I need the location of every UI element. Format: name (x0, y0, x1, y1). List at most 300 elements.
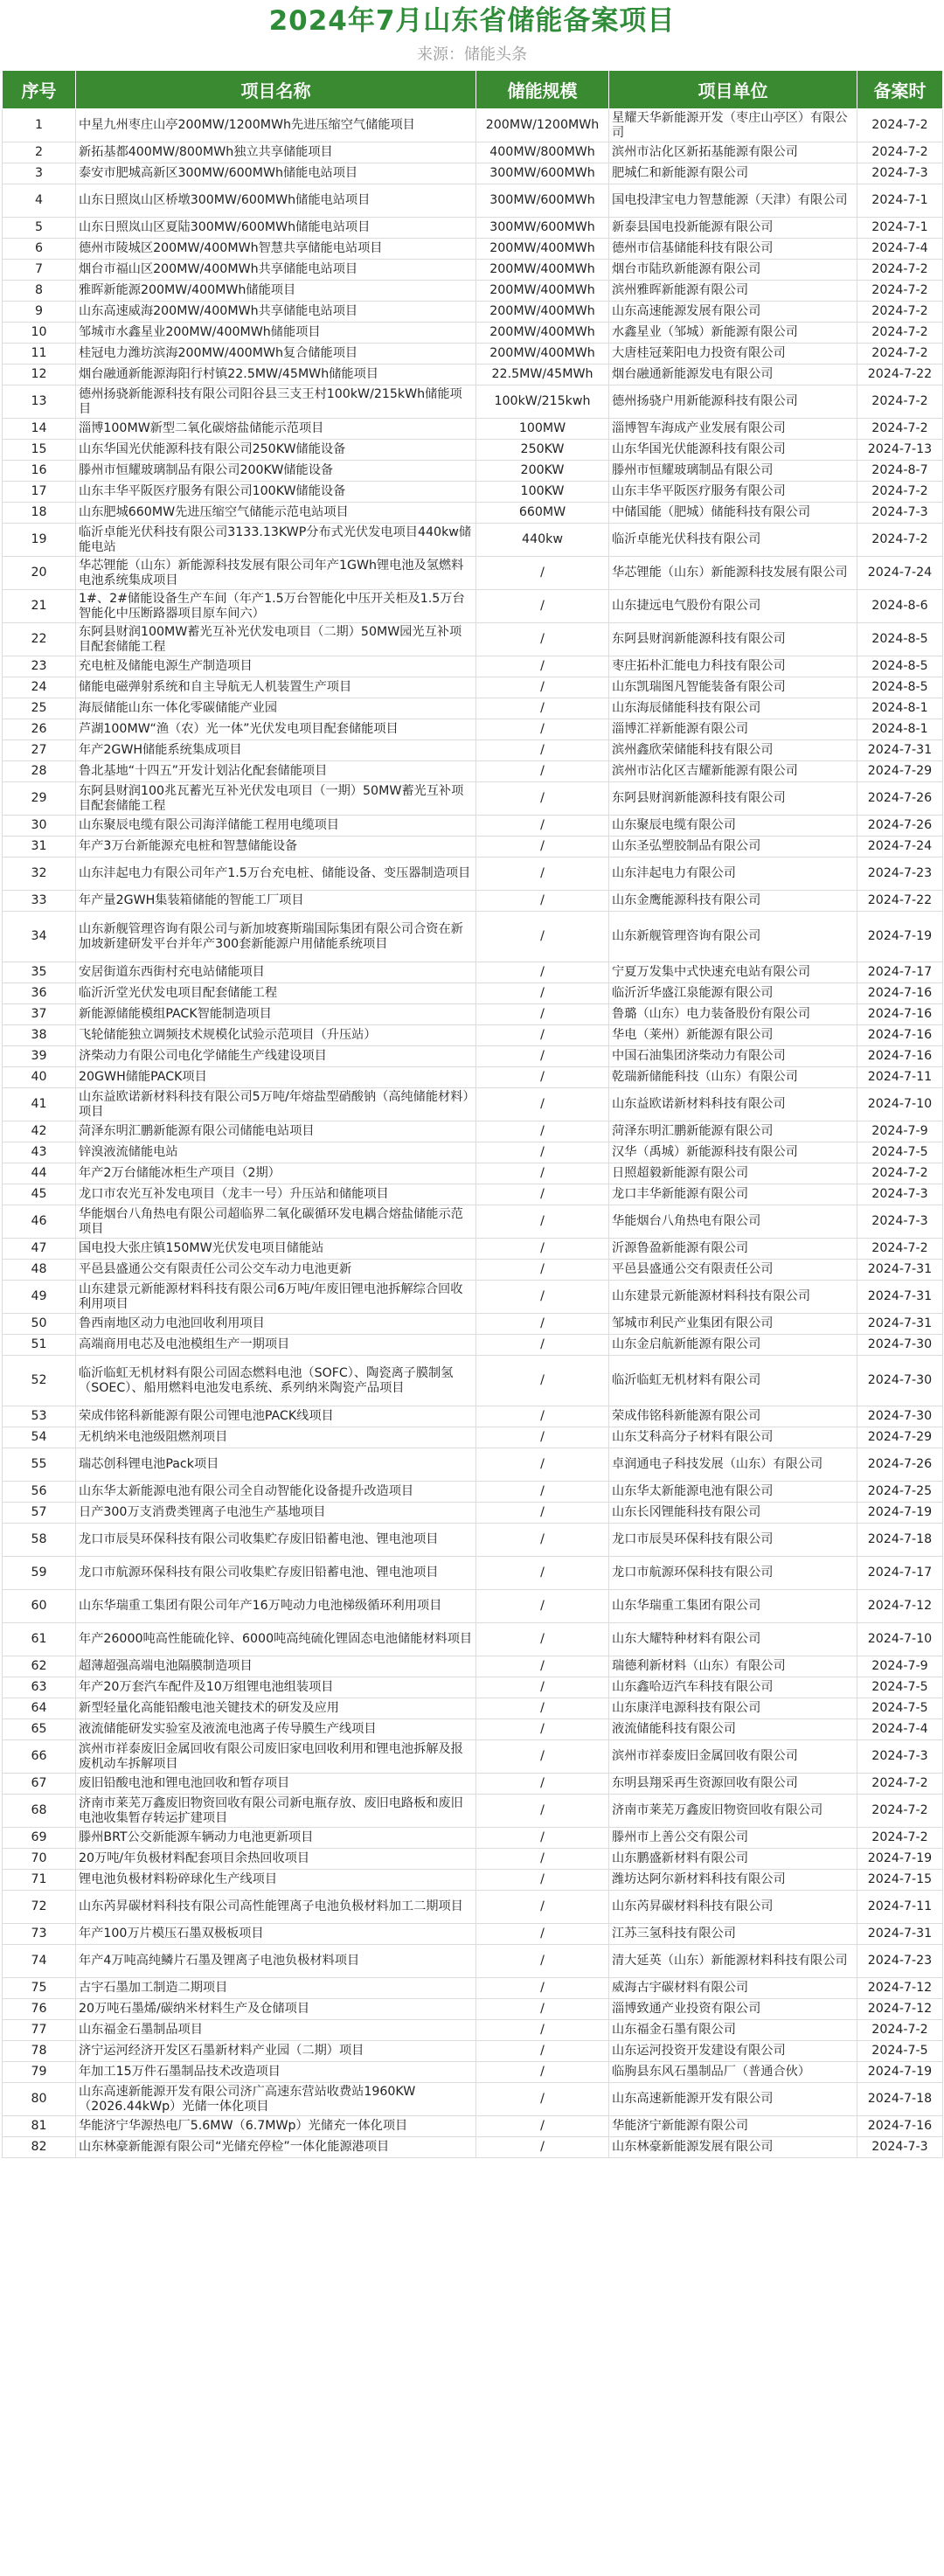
table-body (3, 109, 943, 2158)
table-row (3, 557, 943, 590)
header-name: 项目名称 (76, 71, 476, 109)
project-unit: 山东丰华平阪医疗服务有限公司 (609, 482, 857, 503)
project-name: 海辰储能山东一体化零碳储能产业园 (76, 698, 476, 719)
project-name: 山东华国光伏能源科技有限公司250KW储能设备 (76, 440, 476, 461)
project-name: 安居街道东西街村充电站储能项目 (76, 962, 476, 983)
project-name: 20GWH储能PACK项目 (76, 1067, 476, 1088)
project-unit: 山东华太新能源电池有限公司 (609, 1482, 857, 1503)
storage-scale: / (476, 557, 609, 590)
storage-scale: / (476, 2116, 609, 2137)
storage-scale: 200MW/400MWh (476, 344, 609, 365)
project-name: 年产20万套汽车配件及10万组锂电池组装项目 (76, 1677, 476, 1698)
row-number: 6 (3, 239, 76, 260)
filing-date: 2024-7-30 (857, 1356, 943, 1406)
table-row (3, 891, 943, 912)
storage-scale: 200MW/400MWh (476, 260, 609, 281)
project-unit: 山东益欧诺新材料科技有限公司 (609, 1088, 857, 1121)
project-unit: 山东大耀特种材料有限公司 (609, 1623, 857, 1656)
project-unit: 液流储能科技有限公司 (609, 1719, 857, 1740)
table-row (3, 1314, 943, 1335)
project-unit: 淄博智车海成产业发展有限公司 (609, 419, 857, 440)
project-name: 山东建景元新能源材料科技有限公司6万吨/年废旧锂电池拆解综合回收利用项目 (76, 1281, 476, 1314)
filing-date: 2024-7-2 (857, 419, 943, 440)
filing-date: 2024-7-3 (857, 163, 943, 184)
project-name: 新拓基都400MW/800MWh独立共享储能项目 (76, 142, 476, 163)
filing-date: 2024-7-13 (857, 440, 943, 461)
storage-scale: / (476, 1025, 609, 1046)
row-number: 61 (3, 1623, 76, 1656)
row-number: 68 (3, 1795, 76, 1828)
project-unit: 滕州市恒耀玻璃制品有限公司 (609, 461, 857, 482)
row-number: 71 (3, 1870, 76, 1891)
storage-scale: / (476, 1335, 609, 1356)
filing-date: 2024-7-19 (857, 1503, 943, 1524)
project-name: 充电桩及储能电源生产制造项目 (76, 656, 476, 677)
filing-date: 2024-7-25 (857, 1482, 943, 1503)
row-number: 78 (3, 2041, 76, 2062)
storage-scale: / (476, 1088, 609, 1121)
project-unit: 沂源鲁盈新能源有限公司 (609, 1239, 857, 1260)
table-row (3, 440, 943, 461)
filing-date: 2024-7-17 (857, 1557, 943, 1590)
project-name: 新能源储能模组PACK智能制造项目 (76, 1004, 476, 1025)
project-name: 山东肥城660MW先进压缩空气储能示范电站项目 (76, 503, 476, 524)
row-number: 60 (3, 1590, 76, 1623)
project-unit: 山东鑫哈迈汽车科技有限公司 (609, 1677, 857, 1698)
storage-scale: / (476, 1590, 609, 1623)
row-number: 40 (3, 1067, 76, 1088)
storage-scale: 200MW/400MWh (476, 323, 609, 344)
filing-date: 2024-7-18 (857, 2083, 943, 2116)
storage-scale: / (476, 1849, 609, 1870)
filing-date: 2024-7-16 (857, 2116, 943, 2137)
table-row (3, 1677, 943, 1698)
project-unit: 山东聚辰电缆有限公司 (609, 816, 857, 837)
project-name: 飞轮储能独立调频技术规模化试验示范项目（升压站） (76, 1025, 476, 1046)
project-name: 烟台融通新能源海阳行村镇22.5MW/45MWh储能项目 (76, 365, 476, 385)
project-name: 山东日照岚山区夏陆300MW/600MWh储能电站项目 (76, 218, 476, 239)
project-unit: 山东康洋电源科技有限公司 (609, 1698, 857, 1719)
filing-date: 2024-7-5 (857, 2041, 943, 2062)
project-table (2, 70, 943, 2158)
project-unit: 山东华瑞重工集团有限公司 (609, 1590, 857, 1623)
row-number: 58 (3, 1524, 76, 1557)
project-name: 山东高速新能源开发有限公司济广高速东营站收费站1960KW（2026.44kWp）光储一体化项目 (76, 2083, 476, 2116)
project-name: 年产4万吨高纯鳞片石墨及锂离子电池负极材料项目 (76, 1945, 476, 1978)
filing-date: 2024-7-26 (857, 816, 943, 837)
table-row (3, 260, 943, 281)
project-unit: 山东高速能源发展有限公司 (609, 302, 857, 323)
project-name: 菏泽东明汇鹏新能源有限公司储能电站项目 (76, 1121, 476, 1142)
project-name: 日产300万支消费类锂离子电池生产基地项目 (76, 1503, 476, 1524)
row-number: 24 (3, 677, 76, 698)
project-name: 年产量2GWH集装箱储能的智能工厂项目 (76, 891, 476, 912)
filing-date: 2024-7-31 (857, 1260, 943, 1281)
project-unit: 新泰县国电投新能源有限公司 (609, 218, 857, 239)
project-name: 华芯锂能（山东）新能源科技发展有限公司年产1GWh锂电池及氢燃料电池系统集成项目 (76, 557, 476, 590)
table-row (3, 2116, 943, 2137)
filing-date: 2024-7-2 (857, 142, 943, 163)
filing-date: 2024-7-2 (857, 1163, 943, 1184)
project-name: 东阿县财润100兆瓦蓄光互补光伏发电项目（一期）50MW蓄光互补项目配套储能工程 (76, 782, 476, 816)
filing-date: 2024-7-19 (857, 1849, 943, 1870)
filing-date: 2024-7-19 (857, 912, 943, 962)
filing-date: 2024-7-24 (857, 557, 943, 590)
project-unit: 山东艾科高分子材料有限公司 (609, 1427, 857, 1448)
storage-scale: / (476, 1677, 609, 1698)
table-row (3, 1978, 943, 1999)
storage-scale: / (476, 782, 609, 816)
project-unit: 淄博致通产业投资有限公司 (609, 1999, 857, 2020)
row-number: 17 (3, 482, 76, 503)
project-name: 瑞芯创科锂电池Pack项目 (76, 1448, 476, 1482)
filing-date: 2024-7-18 (857, 1524, 943, 1557)
row-number: 51 (3, 1335, 76, 1356)
project-unit: 临沂卓能光伏科技有限公司 (609, 524, 857, 557)
row-number: 53 (3, 1406, 76, 1427)
row-number: 18 (3, 503, 76, 524)
project-name: 山东华瑞重工集团有限公司年产16万吨动力电池梯级循环利用项目 (76, 1590, 476, 1623)
row-number: 19 (3, 524, 76, 557)
project-name: 山东林豪新能源有限公司“光储充停检”一体化能源港项目 (76, 2137, 476, 2158)
row-number: 8 (3, 281, 76, 302)
table-row (3, 698, 943, 719)
project-name: 东阿县财润100MW蓄光互补光伏发电项目（二期）50MW园光互补项目配套储能工程 (76, 623, 476, 656)
table-row (3, 623, 943, 656)
project-unit: 山东沣起电力有限公司 (609, 858, 857, 891)
filing-date: 2024-7-30 (857, 1406, 943, 1427)
project-name: 山东沣起电力有限公司年产1.5万台充电桩、储能设备、变压器制造项目 (76, 858, 476, 891)
project-unit: 德州市信基储能科技有限公司 (609, 239, 857, 260)
table-row (3, 1121, 943, 1142)
filing-date: 2024-7-12 (857, 1978, 943, 1999)
project-unit: 乾瑞新储能科技（山东）有限公司 (609, 1067, 857, 1088)
table-row (3, 1004, 943, 1025)
row-number: 54 (3, 1427, 76, 1448)
project-unit: 龙口市辰昊环保科技有限公司 (609, 1524, 857, 1557)
project-name: 鲁北基地“十四五”开发计划沾化配套储能项目 (76, 761, 476, 782)
project-name: 烟台市福山区200MW/400MWh共享储能电站项目 (76, 260, 476, 281)
project-unit: 烟台市陆玖新能源有限公司 (609, 260, 857, 281)
table-row (3, 1184, 943, 1205)
table-row (3, 590, 943, 623)
filing-date: 2024-7-2 (857, 1828, 943, 1849)
filing-date: 2024-7-3 (857, 2137, 943, 2158)
storage-scale: / (476, 1623, 609, 1656)
project-unit: 山东凯瑞图凡智能装备有限公司 (609, 677, 857, 698)
storage-scale: 300MW/600MWh (476, 184, 609, 218)
storage-scale: 400MW/800MWh (476, 142, 609, 163)
table-row (3, 1356, 943, 1406)
table-row (3, 1795, 943, 1828)
storage-scale: / (476, 1356, 609, 1406)
storage-scale: 250KW (476, 440, 609, 461)
row-number: 82 (3, 2137, 76, 2158)
storage-scale: / (476, 1891, 609, 1924)
header-unit: 项目单位 (609, 71, 857, 109)
project-name: 邹城市水鑫星业200MW/400MWh储能项目 (76, 323, 476, 344)
table-row (3, 740, 943, 761)
storage-scale: 200MW/400MWh (476, 302, 609, 323)
row-number: 41 (3, 1088, 76, 1121)
table-row (3, 1205, 943, 1239)
project-name: 超薄超强高端电池隔膜制造项目 (76, 1656, 476, 1677)
storage-scale: 100MW (476, 419, 609, 440)
project-name: 滨州市祥泰废旧金属回收有限公司废旧家电回收利用和锂电池拆解及报废机动车拆解项目 (76, 1740, 476, 1774)
filing-date: 2024-7-9 (857, 1656, 943, 1677)
project-unit: 临沂沂华盛江泉能源有限公司 (609, 983, 857, 1004)
filing-date: 2024-7-19 (857, 2062, 943, 2083)
row-number: 3 (3, 163, 76, 184)
header-no: 序号 (3, 71, 76, 109)
project-unit: 山东海辰储能科技有限公司 (609, 698, 857, 719)
row-number: 31 (3, 837, 76, 858)
table-row (3, 816, 943, 837)
project-unit: 汉华（禹城）新能源科技有限公司 (609, 1142, 857, 1163)
project-name: 年产2万台储能冰柜生产项目（2期） (76, 1163, 476, 1184)
filing-date: 2024-7-22 (857, 891, 943, 912)
project-unit: 山东鹏盛新材料有限公司 (609, 1849, 857, 1870)
project-name: 鲁西南地区动力电池回收利用项目 (76, 1314, 476, 1335)
storage-scale: / (476, 1281, 609, 1314)
row-number: 36 (3, 983, 76, 1004)
filing-date: 2024-7-5 (857, 1142, 943, 1163)
project-unit: 山东林豪新能源发展有限公司 (609, 2137, 857, 2158)
row-number: 79 (3, 2062, 76, 2083)
storage-scale: / (476, 1004, 609, 1025)
project-unit: 山东捷远电气股份有限公司 (609, 590, 857, 623)
storage-scale: / (476, 1740, 609, 1774)
project-unit: 卓润通电子科技发展（山东）有限公司 (609, 1448, 857, 1482)
filing-date: 2024-7-4 (857, 239, 943, 260)
table-row (3, 837, 943, 858)
filing-date: 2024-7-31 (857, 1281, 943, 1314)
project-unit: 龙口丰华新能源有限公司 (609, 1184, 857, 1205)
project-name: 1#、2#储能设备生产车间（年产1.5万台智能化中压开关柜及1.5万台智能化中压断路器项目原车间六） (76, 590, 476, 623)
storage-scale: / (476, 816, 609, 837)
storage-scale: / (476, 740, 609, 761)
row-number: 20 (3, 557, 76, 590)
storage-scale: / (476, 2137, 609, 2158)
filing-date: 2024-7-2 (857, 344, 943, 365)
project-unit: 山东福金石墨有限公司 (609, 2020, 857, 2041)
project-name: 锂电池负极材料粉碎球化生产线项目 (76, 1870, 476, 1891)
filing-date: 2024-7-3 (857, 1184, 943, 1205)
filing-date: 2024-7-24 (857, 837, 943, 858)
storage-scale: / (476, 1314, 609, 1335)
table-row (3, 1623, 943, 1656)
row-number: 75 (3, 1978, 76, 1999)
storage-scale: / (476, 1406, 609, 1427)
project-name: 山东丰华平阪医疗服务有限公司100KW储能设备 (76, 482, 476, 503)
storage-scale: / (476, 590, 609, 623)
row-number: 27 (3, 740, 76, 761)
row-number: 2 (3, 142, 76, 163)
filing-date: 2024-7-16 (857, 983, 943, 1004)
project-name: 山东日照岚山区桥墩300MW/600MWh储能电站项目 (76, 184, 476, 218)
project-name: 20万吨/年负极材料配套项目余热回收项目 (76, 1849, 476, 1870)
project-name: 中星九州枣庄山亭200MW/1200MWh先进压缩空气储能项目 (76, 109, 476, 142)
project-unit: 山东芮昇碳材料科技有限公司 (609, 1891, 857, 1924)
storage-scale: / (476, 1698, 609, 1719)
filing-date: 2024-8-1 (857, 719, 943, 740)
project-unit: 中国石油集团济柴动力有限公司 (609, 1046, 857, 1067)
filing-date: 2024-7-9 (857, 1121, 943, 1142)
project-unit: 东阿县财润新能源科技有限公司 (609, 782, 857, 816)
filing-date: 2024-7-26 (857, 782, 943, 816)
table-row (3, 1828, 943, 1849)
row-number: 28 (3, 761, 76, 782)
filing-date: 2024-7-2 (857, 482, 943, 503)
row-number: 43 (3, 1142, 76, 1163)
table-header (3, 71, 943, 109)
project-name: 山东益欧诺新材料科技有限公司5万吨/年熔盐型硝酸钠（高纯储能材料）项目 (76, 1088, 476, 1121)
project-unit: 邹城市利民产业集团有限公司 (609, 1314, 857, 1335)
filing-date: 2024-7-2 (857, 323, 943, 344)
filing-date: 2024-7-16 (857, 1025, 943, 1046)
table-row (3, 962, 943, 983)
filing-date: 2024-7-10 (857, 1623, 943, 1656)
table-row (3, 761, 943, 782)
row-number: 52 (3, 1356, 76, 1406)
row-number: 12 (3, 365, 76, 385)
filing-date: 2024-7-5 (857, 1677, 943, 1698)
row-number: 77 (3, 2020, 76, 2041)
row-number: 1 (3, 109, 76, 142)
project-name: 华能烟台八角热电有限公司超临界二氧化碳循环发电耦合熔盐储能示范项目 (76, 1205, 476, 1239)
filing-date: 2024-7-3 (857, 1205, 943, 1239)
project-name: 济柴动力有限公司电化学储能生产线建设项目 (76, 1046, 476, 1067)
project-unit: 滕州市上善公交有限公司 (609, 1828, 857, 1849)
row-number: 66 (3, 1740, 76, 1774)
project-unit: 大唐桂冠莱阳电力投资有限公司 (609, 344, 857, 365)
project-unit: 山东华国光伏能源科技有限公司 (609, 440, 857, 461)
table-row (3, 344, 943, 365)
storage-scale: / (476, 837, 609, 858)
row-number: 9 (3, 302, 76, 323)
filing-date: 2024-7-2 (857, 385, 943, 419)
header-date: 备案时 (857, 71, 943, 109)
row-number: 73 (3, 1924, 76, 1945)
row-number: 80 (3, 2083, 76, 2116)
row-number: 69 (3, 1828, 76, 1849)
row-number: 42 (3, 1121, 76, 1142)
project-unit: 宁夏万发集中式快速充电站有限公司 (609, 962, 857, 983)
storage-scale: / (476, 1205, 609, 1239)
storage-scale: / (476, 1427, 609, 1448)
project-name: 锌溴液流储能电站 (76, 1142, 476, 1163)
filing-date: 2024-7-16 (857, 1046, 943, 1067)
table-row (3, 1427, 943, 1448)
storage-scale: / (476, 1163, 609, 1184)
table-row (3, 2020, 943, 2041)
storage-scale: / (476, 761, 609, 782)
table-row (3, 2062, 943, 2083)
table-row (3, 2137, 943, 2158)
filing-date: 2024-7-31 (857, 740, 943, 761)
filing-date: 2024-7-2 (857, 1239, 943, 1260)
storage-scale: / (476, 1524, 609, 1557)
project-unit: 华能济宁新能源有限公司 (609, 2116, 857, 2137)
project-unit: 山东高速新能源开发有限公司 (609, 2083, 857, 2116)
storage-scale: / (476, 1978, 609, 1999)
table-row (3, 1774, 943, 1795)
filing-date: 2024-7-4 (857, 1719, 943, 1740)
storage-scale: 440kw (476, 524, 609, 557)
project-name: 年加工15万件石墨制品技术改造项目 (76, 2062, 476, 2083)
storage-scale: / (476, 1067, 609, 1088)
project-unit: 德州扬骁户用新能源科技有限公司 (609, 385, 857, 419)
project-unit: 枣庄拓朴汇能电力科技有限公司 (609, 656, 857, 677)
project-unit: 瑞德利新材料（山东）有限公司 (609, 1656, 857, 1677)
filing-date: 2024-8-5 (857, 656, 943, 677)
table-row (3, 419, 943, 440)
row-number: 49 (3, 1281, 76, 1314)
table-row (3, 1557, 943, 1590)
filing-date: 2024-7-23 (857, 1945, 943, 1978)
project-name: 桂冠电力潍坊滨海200MW/400MWh复合储能项目 (76, 344, 476, 365)
project-unit: 中储国能（肥城）储能科技有限公司 (609, 503, 857, 524)
filing-date: 2024-7-2 (857, 1795, 943, 1828)
filing-date: 2024-8-7 (857, 461, 943, 482)
header-row (3, 71, 943, 109)
project-unit: 滨州市沾化区吉耀新能源有限公司 (609, 761, 857, 782)
filing-date: 2024-7-26 (857, 1448, 943, 1482)
storage-scale: / (476, 2062, 609, 2083)
project-unit: 清大延英（山东）新能源材料科技有限公司 (609, 1945, 857, 1978)
table-row (3, 677, 943, 698)
row-number: 63 (3, 1677, 76, 1698)
row-number: 70 (3, 1849, 76, 1870)
table-row (3, 239, 943, 260)
table-row (3, 1335, 943, 1356)
row-number: 22 (3, 623, 76, 656)
project-name: 山东芮昇碳材料科技有限公司高性能锂离子电池负极材料加工二期项目 (76, 1891, 476, 1924)
storage-scale: / (476, 677, 609, 698)
project-name: 临沂沂堂光伏发电项目配套储能工程 (76, 983, 476, 1004)
row-number: 39 (3, 1046, 76, 1067)
table-row (3, 323, 943, 344)
row-number: 64 (3, 1698, 76, 1719)
header-scale: 储能规模 (476, 71, 609, 109)
storage-scale: / (476, 1828, 609, 1849)
project-name: 滕州市恒耀玻璃制品有限公司200KW储能设备 (76, 461, 476, 482)
filing-date: 2024-7-23 (857, 858, 943, 891)
storage-scale: / (476, 623, 609, 656)
row-number: 44 (3, 1163, 76, 1184)
project-name: 雅晖新能源200MW/400MWh储能项目 (76, 281, 476, 302)
filing-date: 2024-8-1 (857, 698, 943, 719)
storage-scale: / (476, 891, 609, 912)
project-unit: 肥城仁和新能源有限公司 (609, 163, 857, 184)
filing-date: 2024-7-5 (857, 1698, 943, 1719)
table-row (3, 1503, 943, 1524)
project-unit: 潍坊达阿尔新材料科技有限公司 (609, 1870, 857, 1891)
row-number: 56 (3, 1482, 76, 1503)
row-number: 11 (3, 344, 76, 365)
table-row (3, 1870, 943, 1891)
project-name: 废旧铅酸电池和锂电池回收和暂存项目 (76, 1774, 476, 1795)
project-name: 年产2GWH储能系统集成项目 (76, 740, 476, 761)
table-row (3, 109, 943, 142)
filing-date: 2024-7-30 (857, 1335, 943, 1356)
storage-scale: 200MW/400MWh (476, 281, 609, 302)
table-row (3, 281, 943, 302)
project-name: 临沂临虹无机材料有限公司固态燃料电池（SOFC）、陶瓷离子膜制氢（SOEC）、船用燃料电池发电系统、系列纳米陶瓷产品项目 (76, 1356, 476, 1406)
filing-date: 2024-7-2 (857, 1774, 943, 1795)
storage-scale: 300MW/600MWh (476, 163, 609, 184)
project-name: 泰安市肥城高新区300MW/600MWh储能电站项目 (76, 163, 476, 184)
